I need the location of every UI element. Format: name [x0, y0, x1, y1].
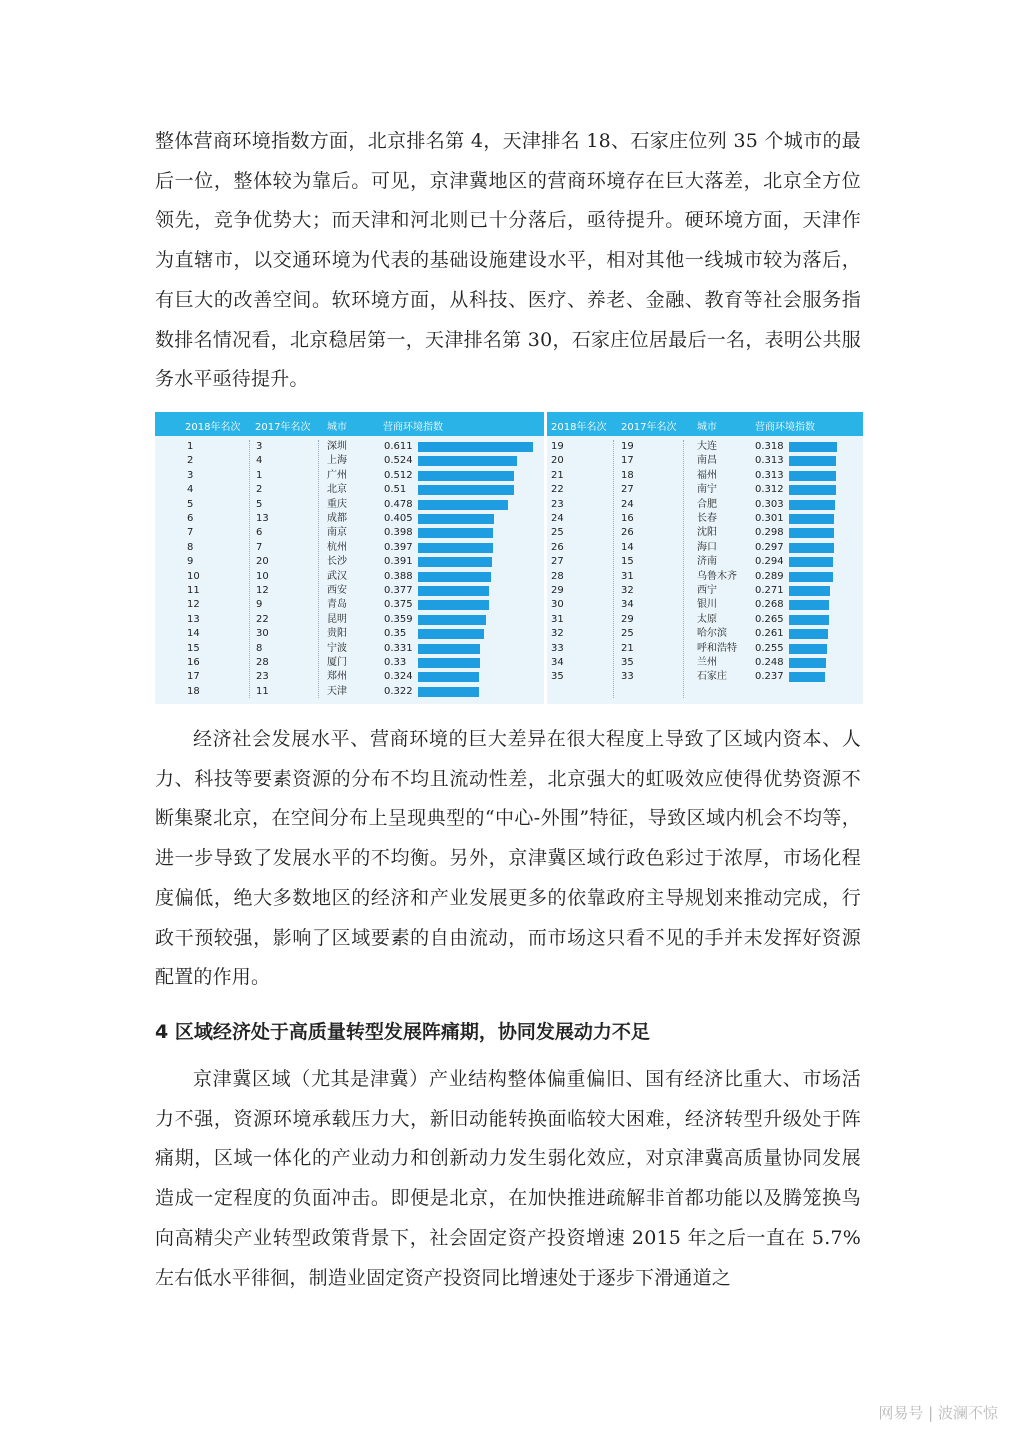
- index-bar: [789, 543, 834, 553]
- table-row: [155, 656, 544, 670]
- table-row: [155, 526, 544, 540]
- index-cell: 0.298: [755, 527, 784, 539]
- index-cell: 0.375: [384, 599, 413, 611]
- city-cell: 青岛: [327, 599, 347, 611]
- index-cell: 0.524: [384, 455, 413, 467]
- table-row: [155, 498, 544, 512]
- rank-2018-cell: 29: [551, 585, 564, 596]
- rank-2017-cell: 33: [621, 671, 634, 683]
- rank-2017-cell: 34: [621, 599, 634, 611]
- index-cell: 0.611: [384, 441, 413, 452]
- rank-2018-cell: 3: [187, 469, 194, 481]
- rank-2018-cell: 14: [187, 628, 200, 640]
- index-cell: 0.359: [384, 613, 413, 625]
- table-row: [155, 584, 544, 598]
- header-city: 城市: [327, 422, 347, 433]
- index-cell: 0.397: [384, 541, 413, 553]
- rank-2017-cell: 21: [621, 642, 634, 654]
- index-bar: [418, 658, 480, 668]
- table-row: [155, 512, 544, 526]
- rank-2017-cell: 25: [621, 628, 634, 640]
- rank-2018-cell: 23: [551, 498, 564, 510]
- rank-2018-cell: 8: [187, 541, 194, 553]
- rank-2017-cell: 31: [621, 570, 634, 582]
- rank-2018-cell: 35: [551, 671, 564, 683]
- rank-2018-cell: 22: [551, 484, 564, 496]
- index-bar: [418, 572, 491, 582]
- rank-2018-cell: 13: [187, 613, 200, 625]
- index-cell: 0.405: [384, 513, 413, 524]
- city-cell: 长春: [697, 513, 717, 524]
- city-cell: 长沙: [327, 556, 347, 568]
- table-row: [547, 555, 863, 569]
- rank-2017-cell: 29: [621, 613, 634, 625]
- rank-2018-cell: 16: [187, 657, 200, 668]
- city-cell: 武汉: [327, 570, 347, 582]
- rank-2017-cell: 16: [621, 513, 634, 524]
- index-cell: 0.303: [755, 498, 784, 510]
- index-bar: [418, 600, 489, 610]
- index-bar: [789, 485, 836, 495]
- section-heading-4: 4 区域经济处于高质量转型发展阵痛期，协同发展动力不足: [155, 1021, 650, 1043]
- rank-2017-cell: 27: [621, 484, 634, 496]
- city-cell: 广州: [327, 469, 347, 481]
- header-index: 营商环境指数: [755, 422, 815, 433]
- header-rank-2018: 2018年名次: [185, 422, 241, 433]
- rank-2018-cell: 18: [187, 685, 200, 697]
- rank-2017-cell: 17: [621, 455, 634, 467]
- index-bar: [418, 442, 533, 452]
- city-cell: 南昌: [697, 455, 717, 467]
- rank-2017-cell: 24: [621, 498, 634, 510]
- index-cell: 0.478: [384, 498, 413, 510]
- city-cell: 北京: [327, 484, 347, 496]
- table-row: [155, 440, 544, 454]
- city-cell: 厦门: [327, 657, 347, 668]
- table-row: [155, 670, 544, 684]
- header-rank-2018: 2018年名次: [551, 422, 607, 433]
- index-bar: [789, 572, 833, 582]
- index-bar: [418, 543, 493, 553]
- city-cell: 海口: [697, 541, 717, 553]
- table-right-half: [547, 412, 863, 704]
- table-row: [155, 570, 544, 584]
- rank-2018-cell: 9: [187, 556, 194, 568]
- rank-2018-cell: 6: [187, 513, 194, 524]
- index-bar: [418, 672, 479, 682]
- index-cell: 0.313: [755, 469, 784, 481]
- city-cell: 太原: [697, 613, 717, 625]
- index-bar: [418, 586, 489, 596]
- rank-2017-cell: 26: [621, 527, 634, 539]
- table-body-right: [547, 436, 863, 704]
- paragraph-business-environment: 整体营商环境指数方面，北京排名第 4，天津排名 18、石家庄位列 35 个城市的最后一位，整体较为靠后。可见，京津冀地区的营商环境存在巨大落差，北京全方位领先，竞争优势大；而天津和河北则已十分落后，亟待提升。硬环境方面，天津作为直辖市，以交通环境为代表的基础设施建设水平，相对其他一线城市较为落后，有巨大的改善空间。软环境方面，从科技、医疗、养老、金融、教育等社会服务指数排名情况看，北京稳居第一，天津排名第 30，石家庄位居最后一名，表明公共服务水平亟待提升。: [155, 130, 861, 391]
- rank-2017-cell: 5: [256, 498, 263, 510]
- rank-2018-cell: 2: [187, 455, 194, 467]
- table-row: [547, 670, 863, 684]
- index-cell: 0.377: [384, 585, 413, 596]
- index-bar: [418, 471, 514, 481]
- rank-2018-cell: 11: [187, 585, 200, 596]
- index-bar: [789, 586, 830, 596]
- watermark: 网易号 | 波澜不惊: [878, 1404, 998, 1422]
- index-cell: 0.237: [755, 671, 784, 683]
- table-row: [547, 469, 863, 483]
- index-bar: [418, 485, 514, 495]
- rank-2017-cell: 9: [256, 599, 263, 611]
- rank-2017-cell: 1: [256, 469, 263, 481]
- rank-2018-cell: 1: [187, 441, 194, 452]
- table-row: [547, 498, 863, 512]
- index-bar: [789, 471, 836, 481]
- rank-2018-cell: 25: [551, 527, 564, 539]
- rank-2017-cell: 15: [621, 556, 634, 568]
- rank-2017-cell: 28: [256, 657, 269, 668]
- table-row: [547, 598, 863, 612]
- city-cell: 昆明: [327, 613, 347, 625]
- rank-2018-cell: 5: [187, 498, 194, 510]
- rank-2018-cell: 31: [551, 613, 564, 625]
- index-bar: [418, 514, 494, 524]
- index-cell: 0.301: [755, 513, 784, 524]
- index-cell: 0.322: [384, 685, 413, 697]
- rank-2017-cell: 13: [256, 513, 269, 524]
- index-cell: 0.35: [384, 628, 407, 640]
- table-row: [547, 627, 863, 641]
- table-body-left: [155, 436, 544, 704]
- table-row: [547, 512, 863, 526]
- rank-2017-cell: 23: [256, 671, 269, 683]
- rank-2018-cell: 27: [551, 556, 564, 568]
- table-row: [547, 454, 863, 468]
- city-cell: 重庆: [327, 498, 347, 510]
- table-row: [155, 555, 544, 569]
- rank-2017-cell: 22: [256, 613, 269, 625]
- paragraph-economic-transition: 京津冀区域（尤其是津冀）产业结构整体偏重偏旧、国有经济比重大、市场活力不强，资源环境承载压力大，新旧动能转换面临较大困难，经济转型升级处于阵痛期，区域一体化的产业动力和创新动力发生弱化效应，对京津冀高质量协同发展造成一定程度的负面冲击。即便是北京，在加快推进疏解非首都功能以及腾笼换鸟向高精尖产业转型政策背景下，社会固定资产投资增速 2015 年之后一直在 5.7%左右低水平徘徊，制造业固定资产投资同比增速处于逐步下滑通道之: [155, 1068, 861, 1289]
- index-bar: [418, 456, 517, 466]
- rank-2017-cell: 8: [256, 642, 263, 654]
- rank-2017-cell: 2: [256, 484, 263, 496]
- rank-2017-cell: 18: [621, 469, 634, 481]
- rank-2017-cell: 35: [621, 657, 634, 668]
- index-bar: [418, 557, 492, 567]
- table-row: [547, 526, 863, 540]
- table-header: [547, 412, 863, 436]
- rank-2018-cell: 17: [187, 671, 200, 683]
- city-cell: 石家庄: [697, 671, 727, 683]
- city-cell: 银川: [697, 599, 717, 611]
- header-city: 城市: [697, 422, 717, 433]
- index-cell: 0.289: [755, 570, 784, 582]
- rank-2018-cell: 20: [551, 455, 564, 467]
- city-cell: 大连: [697, 441, 717, 452]
- index-cell: 0.318: [755, 441, 784, 452]
- index-cell: 0.324: [384, 671, 413, 683]
- rank-2017-cell: 3: [256, 441, 263, 452]
- index-bar: [789, 442, 837, 452]
- index-bar: [789, 629, 828, 639]
- city-cell: 西安: [327, 585, 347, 596]
- rank-2018-cell: 21: [551, 469, 564, 481]
- index-cell: 0.331: [384, 642, 413, 654]
- rank-2018-cell: 4: [187, 484, 194, 496]
- city-cell: 南京: [327, 527, 347, 539]
- paragraph-regional-disparity: 经济社会发展水平、营商环境的巨大差异在很大程度上导致了区域内资本、人力、科技等要素资源的分布不均且流动性差，北京强大的虹吸效应使得优势资源不断集聚北京，在空间分布上呈现典型的“中心-外围”特征，导致区域内机会不均等，进一步导致了发展水平的不均衡。另外，京津冀区域行政色彩过于浓厚，市场化程度偏低，绝大多数地区的经济和产业发展更多的依靠政府主导规划来推动完成，行政干预较强，影响了区域要素的自由流动，而市场这只看不见的手并未发挥好资源配置的作用。: [155, 728, 861, 989]
- rank-2017-cell: 6: [256, 527, 263, 539]
- index-bar: [789, 456, 836, 466]
- table-row: [547, 584, 863, 598]
- index-cell: 0.271: [755, 585, 784, 596]
- rank-2018-cell: 15: [187, 642, 200, 654]
- table-header: [155, 412, 544, 436]
- index-cell: 0.312: [755, 484, 784, 496]
- table-row: [547, 642, 863, 656]
- index-bar: [418, 500, 508, 510]
- header-rank-2017: 2017年名次: [255, 422, 311, 433]
- table-row: [547, 541, 863, 555]
- city-cell: 天津: [327, 685, 347, 697]
- index-bar: [418, 644, 480, 654]
- table-row: [155, 454, 544, 468]
- index-bar: [418, 629, 484, 639]
- index-bar: [789, 528, 834, 538]
- table-row: [547, 613, 863, 627]
- header-rank-2017: 2017年名次: [621, 422, 677, 433]
- rank-2017-cell: 19: [621, 441, 634, 452]
- rank-2018-cell: 34: [551, 657, 564, 668]
- header-index: 营商环境指数: [383, 422, 443, 433]
- city-cell: 乌鲁木齐: [697, 570, 737, 582]
- rank-2018-cell: 26: [551, 541, 564, 553]
- index-bar: [418, 528, 493, 538]
- table-row: [547, 570, 863, 584]
- rank-2018-cell: 7: [187, 527, 194, 539]
- rank-2018-cell: 32: [551, 628, 564, 640]
- city-cell: 深圳: [327, 441, 347, 452]
- table-row: [155, 469, 544, 483]
- index-cell: 0.391: [384, 556, 413, 568]
- index-bar: [789, 600, 829, 610]
- index-bar: [789, 672, 825, 682]
- city-cell: 南宁: [697, 484, 717, 496]
- index-cell: 0.51: [384, 484, 407, 496]
- index-bar: [789, 615, 829, 625]
- rank-2017-cell: 32: [621, 585, 634, 596]
- rank-2017-cell: 10: [256, 570, 269, 582]
- table-row: [155, 598, 544, 612]
- index-cell: 0.265: [755, 613, 784, 625]
- index-bar: [789, 500, 835, 510]
- index-cell: 0.33: [384, 657, 407, 668]
- city-cell: 西宁: [697, 585, 717, 596]
- city-cell: 哈尔滨: [697, 628, 727, 640]
- index-bar: [418, 615, 486, 625]
- table-row: [155, 613, 544, 627]
- table-row: [155, 627, 544, 641]
- rank-2017-cell: 12: [256, 585, 269, 596]
- table-row: [155, 642, 544, 656]
- city-cell: 福州: [697, 469, 717, 481]
- index-cell: 0.261: [755, 628, 784, 640]
- index-bar: [789, 514, 834, 524]
- table-row: [547, 483, 863, 497]
- table-left-half: [155, 412, 544, 704]
- index-bar: [789, 557, 833, 567]
- table-row: [155, 541, 544, 555]
- rank-2018-cell: 10: [187, 570, 200, 582]
- rank-2018-cell: 30: [551, 599, 564, 611]
- index-bar: [789, 658, 826, 668]
- rank-2018-cell: 28: [551, 570, 564, 582]
- table-row: [547, 440, 863, 454]
- city-cell: 沈阳: [697, 527, 717, 539]
- index-cell: 0.268: [755, 599, 784, 611]
- rank-2018-cell: 33: [551, 642, 564, 654]
- city-cell: 杭州: [327, 541, 347, 553]
- table-row: [155, 685, 544, 699]
- index-cell: 0.398: [384, 527, 413, 539]
- rank-2018-cell: 12: [187, 599, 200, 611]
- index-cell: 0.313: [755, 455, 784, 467]
- city-cell: 济南: [697, 556, 717, 568]
- rank-2018-cell: 24: [551, 513, 564, 524]
- index-cell: 0.297: [755, 541, 784, 553]
- rank-2017-cell: 20: [256, 556, 269, 568]
- index-cell: 0.294: [755, 556, 784, 568]
- rank-2018-cell: 19: [551, 441, 564, 452]
- index-cell: 0.388: [384, 570, 413, 582]
- city-cell: 宁波: [327, 642, 347, 654]
- city-cell: 贵阳: [327, 628, 347, 640]
- rank-2017-cell: 14: [621, 541, 634, 553]
- city-cell: 兰州: [697, 657, 717, 668]
- index-bar: [418, 687, 479, 697]
- city-cell: 成都: [327, 513, 347, 524]
- rank-2017-cell: 7: [256, 541, 263, 553]
- index-cell: 0.255: [755, 642, 784, 654]
- index-cell: 0.248: [755, 657, 784, 668]
- city-cell: 郑州: [327, 671, 347, 683]
- table-row: [155, 483, 544, 497]
- index-bar: [789, 644, 827, 654]
- city-cell: 上海: [327, 455, 347, 467]
- index-cell: 0.512: [384, 469, 413, 481]
- city-cell: 呼和浩特: [697, 642, 737, 654]
- table-row: [547, 656, 863, 670]
- city-cell: 合肥: [697, 498, 717, 510]
- rank-2017-cell: 4: [256, 455, 263, 467]
- rank-2017-cell: 30: [256, 628, 269, 640]
- business-environment-ranking-table: [155, 412, 863, 704]
- rank-2017-cell: 11: [256, 685, 269, 697]
